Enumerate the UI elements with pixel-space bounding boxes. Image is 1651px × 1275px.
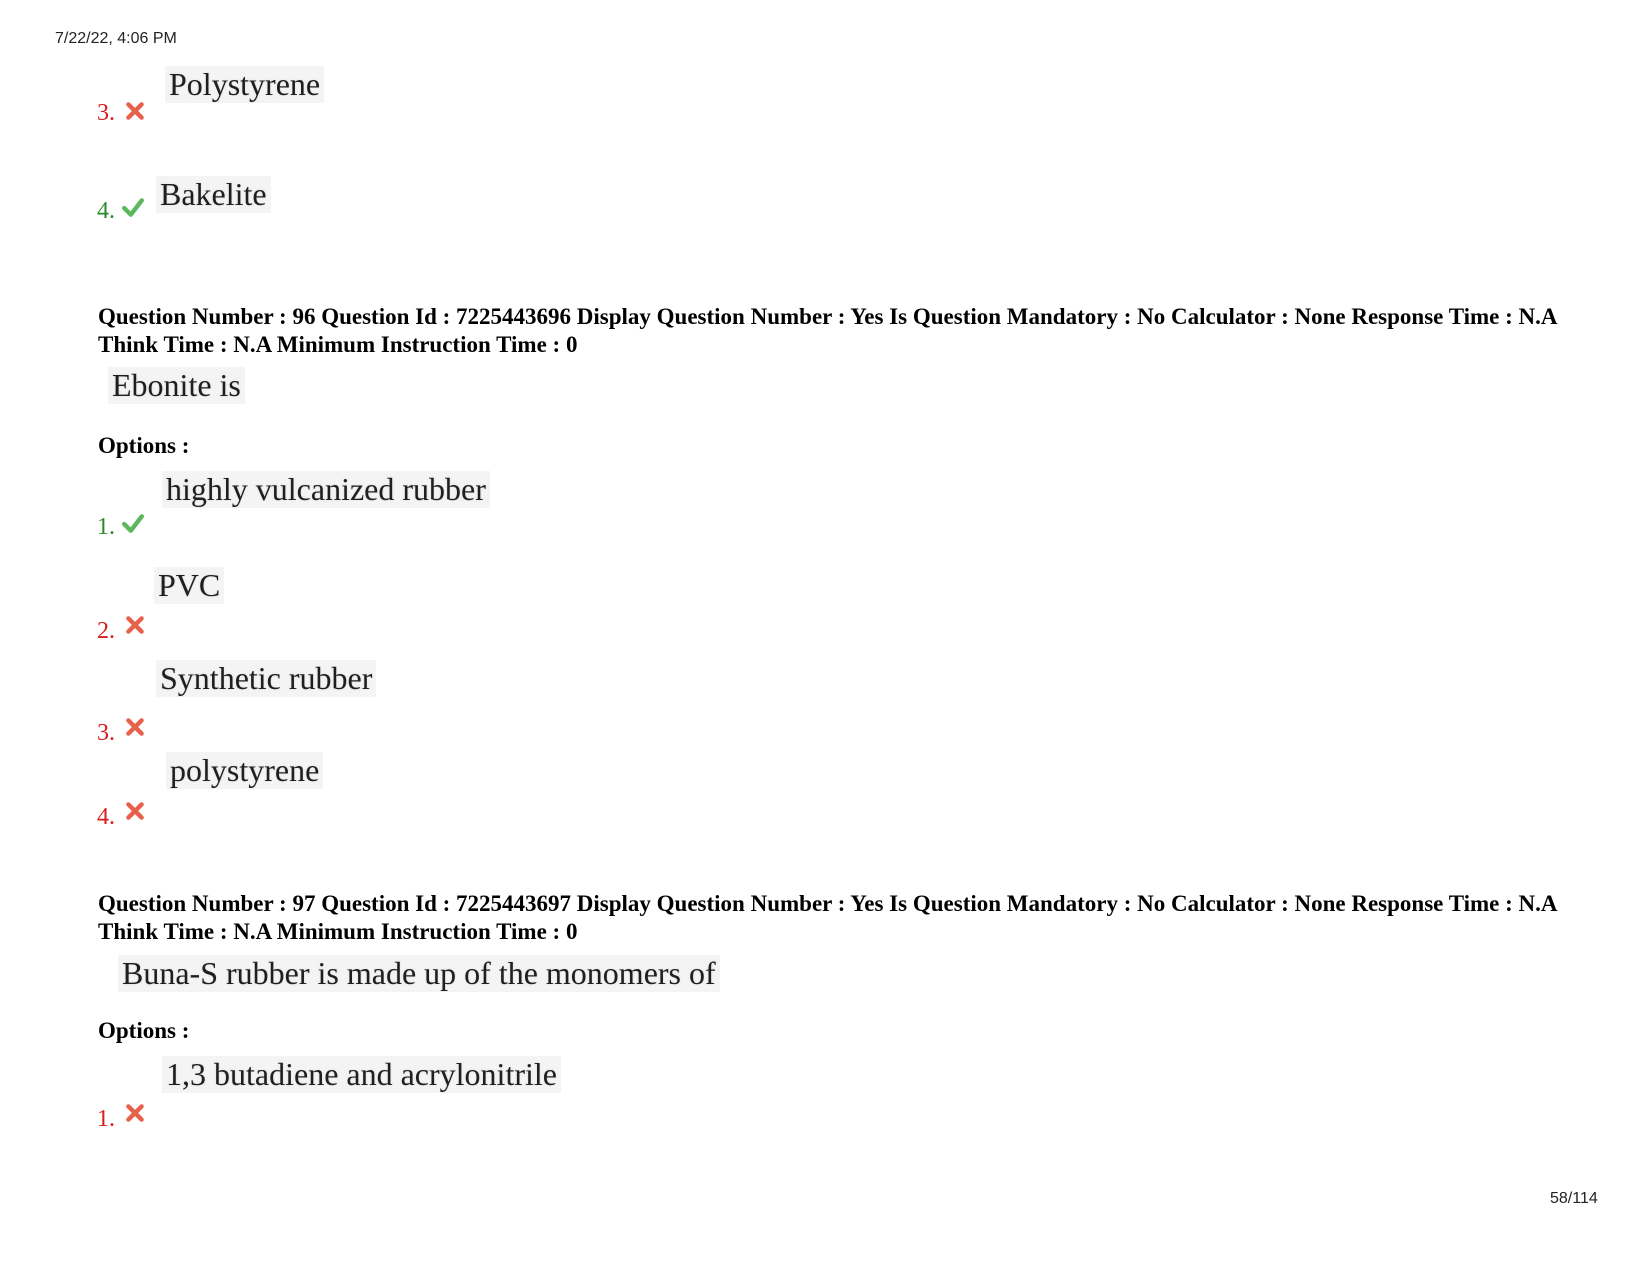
question-image-text: Ebonite is [108,367,245,404]
cross-icon [124,614,146,636]
option-number: 4. [97,804,115,830]
option-number: 3. [97,100,115,126]
option-number: 1. [97,1106,115,1132]
option-image-text: Synthetic rubber [156,660,376,697]
cross-icon [124,100,146,122]
option-number: 2. [97,618,115,644]
cross-icon [124,800,146,822]
option-image-text: 1,3 butadiene and acrylonitrile [162,1056,561,1093]
option-image-text: Polystyrene [165,66,324,103]
print-timestamp: 7/22/22, 4:06 PM [55,30,177,47]
option-number: 1. [97,514,115,540]
option-image-text: PVC [154,567,224,604]
option-image-text: polystyrene [166,752,323,789]
option-image-text: Bakelite [156,176,271,213]
option-number: 4. [97,198,115,224]
checkmark-icon [122,512,144,534]
question-meta: Question Number : 96 Question Id : 7225443696 Display Question Number : Yes Is Question Mandatory : No Calculator : None Response Time : N.A Think Time : N.A Minimum Instruction Time : 0 [98,304,1557,357]
question-meta: Question Number : 97 Question Id : 7225443697 Display Question Number : Yes Is Question Mandatory : No Calculator : None Response Time : N.A Think Time : N.A Minimum Instruction Time : 0 [98,891,1557,944]
cross-icon [124,1102,146,1124]
options-label: Options : [98,1018,190,1043]
cross-icon [124,716,146,738]
checkmark-icon [122,196,144,218]
option-image-text: highly vulcanized rubber [162,471,490,508]
page-number: 58/114 [1550,1190,1598,1207]
question-image-text: Buna-S rubber is made up of the monomers of [118,955,720,992]
option-number: 3. [97,720,115,746]
options-label: Options : [98,433,190,458]
